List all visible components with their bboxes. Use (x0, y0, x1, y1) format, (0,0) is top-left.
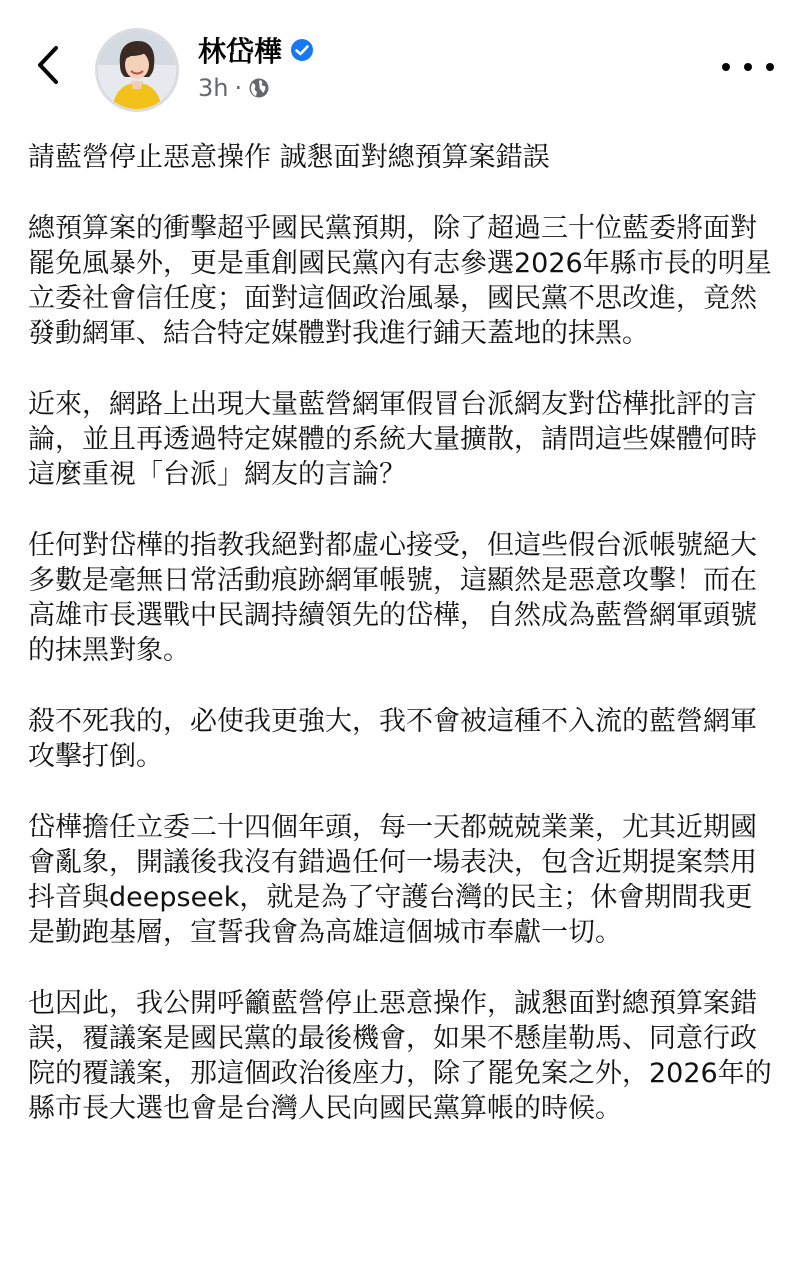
post-paragraph: 總預算案的衝擊超乎國民黨預期，除了超過三十位藍委將面對罷免風暴外，更是重創國民黨內有志參選2026年縣市長的明星立委社會信任度；面對這個政治風暴，國民黨不思改進，竟然發動網軍、結合特定媒體對我進行鋪天蓋地的抹黑。 (28, 213, 772, 349)
post-title: 請藍營停止惡意操作 誠懇面對總預算案錯誤 (28, 142, 550, 173)
author-name[interactable]: 林岱樺 (198, 35, 283, 68)
post-meta (198, 72, 270, 104)
post-paragraph: 近來，網路上出現大量藍營網軍假冒台派網友對岱樺批評的言論，並且再透過特定媒體的系統大量擴散，請問這些媒體何時這麼重視「台派」網友的言論？ (28, 389, 757, 490)
back-button[interactable] (28, 40, 68, 90)
meta-separator: · (234, 74, 243, 102)
post-body (28, 140, 778, 1162)
author-row (198, 30, 314, 70)
post-header (0, 0, 796, 120)
post-paragraph: 也因此，我公開呼籲藍營停止惡意操作，誠懇面對總預算案錯誤，覆議案是國民黨的最後機會，如果不懸崖勒馬、同意行政院的覆議案，那這個政治後座力，除了罷免案之外，2026年的縣市長大選也會是台灣人民向國民黨算帳的時候。 (28, 988, 772, 1124)
globe-icon[interactable] (248, 77, 270, 99)
avatar[interactable] (95, 28, 179, 112)
more-options-button[interactable] (722, 52, 774, 82)
more-options-icon (722, 63, 730, 71)
post-paragraph: 殺不死我的，必使我更強大，我不會被這種不入流的藍營網軍攻擊打倒。 (28, 706, 757, 772)
post-paragraph: 岱樺擔任立委二十四個年頭，每一天都兢兢業業，尤其近期國會亂象，開議後我沒有錯過任何一場表決，包含近期提案禁用抖音與deepseek，就是為了守護台灣的民主；休會期間我更是勤跑基層，宣誓我會為高雄這個城市奉獻一切。 (28, 812, 757, 948)
verified-badge-icon (290, 38, 314, 62)
post-timestamp[interactable]: 3h (198, 74, 229, 102)
chevron-left-icon (28, 40, 68, 90)
post-paragraph: 任何對岱樺的指教我絕對都虛心接受，但這些假台派帳號絕大多數是毫無日常活動痕跡網軍帳號，這顯然是惡意攻擊！而在高雄市長選戰中民調持續領先的岱樺，自然成為藍營網軍頭號的抹黑對象。 (28, 530, 757, 666)
